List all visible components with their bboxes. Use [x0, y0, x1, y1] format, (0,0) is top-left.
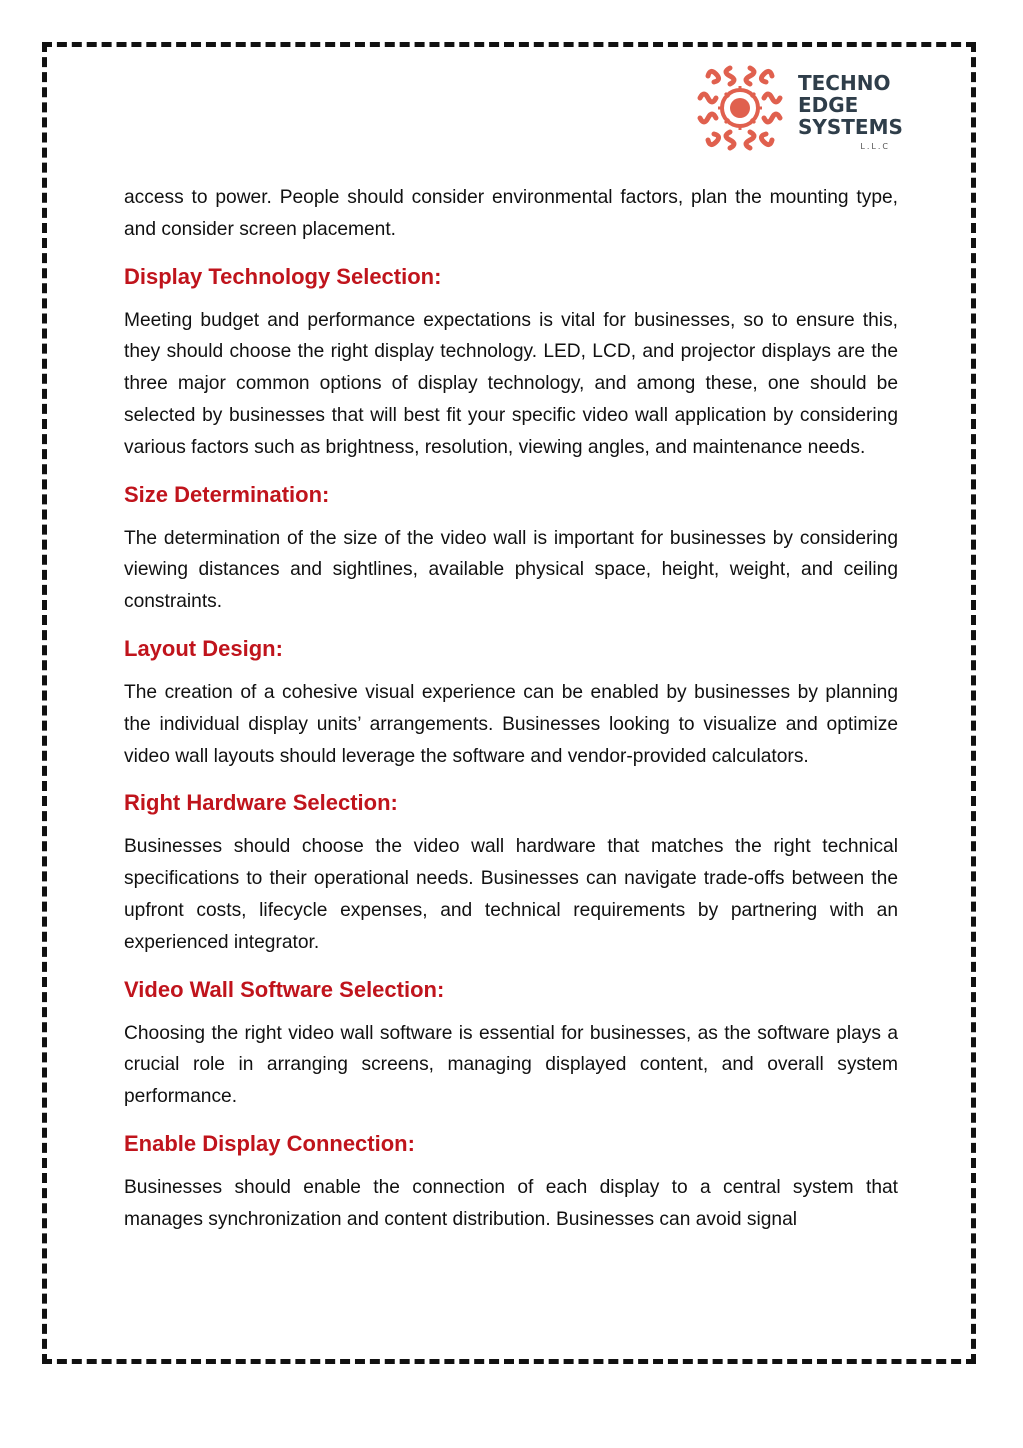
document-body [124, 182, 898, 1236]
logo-line-1: TECHNO [798, 71, 891, 95]
section-paragraph: Businesses should enable the connection of each display to a central system that manages synchronization and content distribution. Businesses can avoid signal [124, 1176, 898, 1230]
section-software-selection [124, 976, 898, 1113]
logo-line-3: SYSTEMS [798, 115, 903, 139]
logo-mark-icon [690, 58, 790, 158]
section-display-connection [124, 1130, 898, 1236]
section-heading: Display Technology Selection: [124, 263, 442, 289]
section-heading: Video Wall Software Selection: [124, 976, 445, 1002]
section-size-determination [124, 481, 898, 618]
section-paragraph: Meeting budget and performance expectations is vital for businesses, so to ensure this, they should choose the right display technology. LED, LCD, and projector displays are the three major common options of display technology, and among these, one should be selected by businesses that will best fit your specific video wall application by considering various factors such as brightness, resolution, viewing angles, and maintenance needs. [124, 309, 898, 458]
intro-paragraph: access to power. People should consider environmental factors, plan the mounting type, and consider screen placement. [124, 187, 898, 240]
section-hardware-selection [124, 789, 898, 958]
logo-line-2: EDGE [798, 93, 859, 117]
section-heading: Right Hardware Selection: [124, 790, 398, 816]
section-paragraph: The creation of a cohesive visual experience can be enabled by businesses by planning the individual display units’ arrangements. Businesses looking to visualize and optimize video wall layouts should leverage the software and vendor-provided calculators. [124, 681, 898, 767]
company-logo [690, 58, 910, 158]
section-heading: Layout Design: [124, 635, 283, 661]
section-display-technology [124, 263, 898, 464]
section-paragraph: The determination of the size of the video wall is important for businesses by considering viewing distances and sightlines, available physical space, height, weight, and ceiling constraints. [124, 527, 898, 613]
section-heading: Enable Display Connection: [124, 1130, 415, 1156]
section-layout-design [124, 635, 898, 772]
section-heading: Size Determination: [124, 481, 330, 507]
section-paragraph: Businesses should choose the video wall hardware that matches the right technical specifications to their operational needs. Businesses can navigate trade-offs between the upfront costs, lifecycle expenses, and technical requirements by partnering with an experienced integrator. [124, 836, 898, 953]
logo-suffix: L.L.C [860, 142, 890, 151]
section-paragraph: Choosing the right video wall software is essential for businesses, as the software plays a crucial role in arranging screens, managing displayed content, and overall system performance. [124, 1022, 898, 1108]
logo-wordmark [798, 72, 903, 151]
